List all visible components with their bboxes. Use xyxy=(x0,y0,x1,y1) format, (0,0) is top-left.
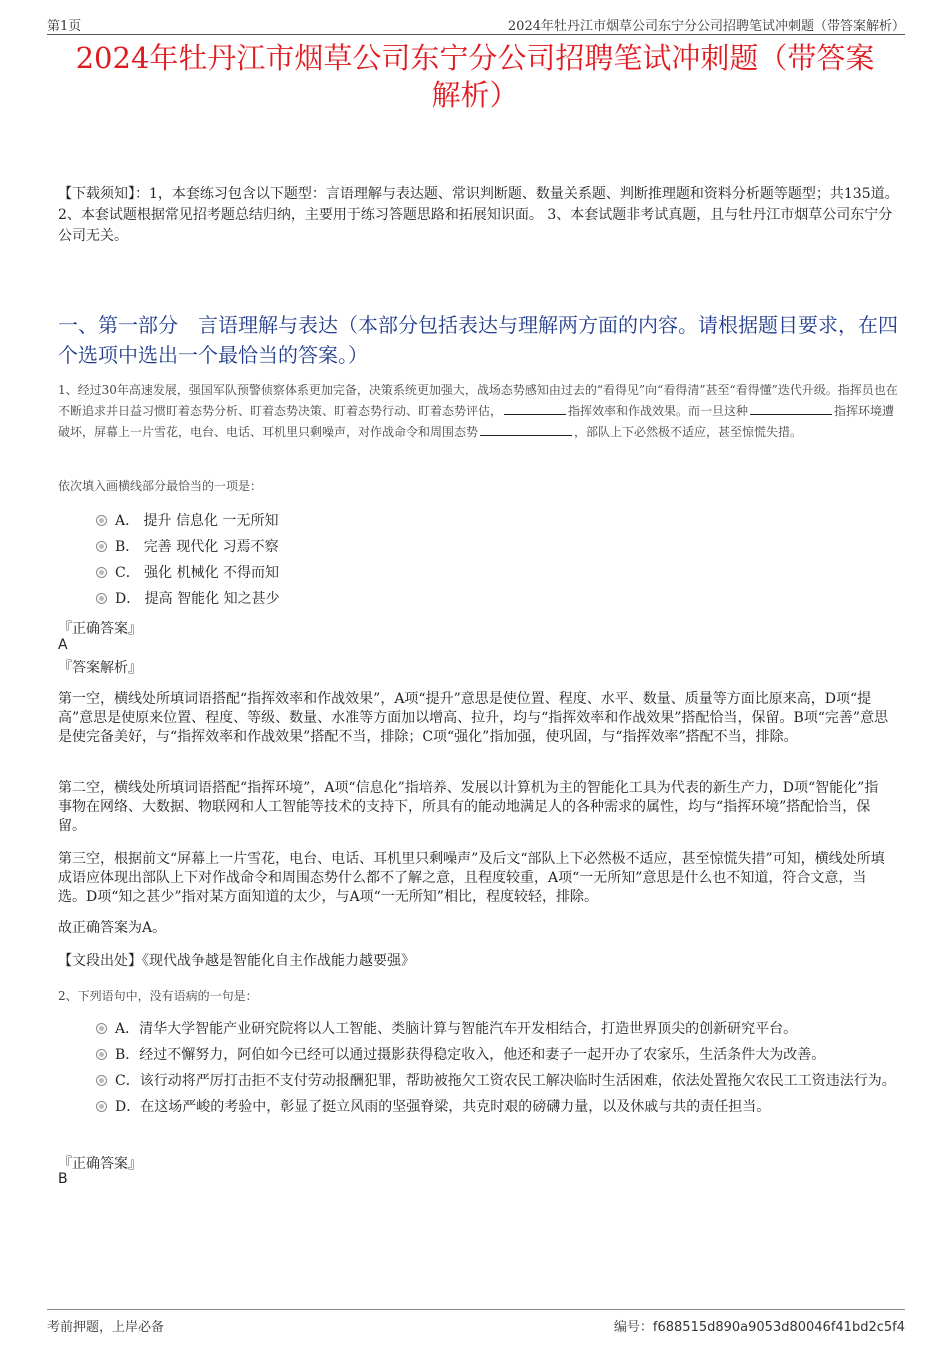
radio-icon[interactable] xyxy=(96,1023,107,1034)
q1-answer-label: 『正确答案』 xyxy=(58,621,142,637)
footer-slogan: 考前押题，上岸必备 xyxy=(47,1320,165,1335)
blank-2 xyxy=(750,402,832,415)
q1-analysis-label: 『答案解析』 xyxy=(58,660,142,676)
radio-icon[interactable] xyxy=(96,541,107,552)
option-text: C．该行动将严厉打击拒不支付劳动报酬犯罪，帮助被拖欠工资农民工解决临时生活困难，依法处置拖欠农民工工资违法行为。 xyxy=(115,1073,896,1089)
q1-answer: A xyxy=(58,637,68,653)
q1-analysis-paragraph-3: 第三空，根据前文“屏幕上一片雪花，电台、电话、耳机里只剩噪声”及后文“部队上下必然极不适应，甚至惊慌失措”可知，横线处所填成语应体现出部队上下对作战命令和周围态势什么都不了解之意，且程度较重，A项“一无所知”意思是什么也不知道，符合文意，当选。D项“知之甚少”指对某方面知道的太少，与A项“一无所知”相比，程度较轻，排除。 xyxy=(58,851,885,905)
q1-stem-part-b: 指挥效率和作战效果。而一旦这种 xyxy=(568,404,749,418)
q2-option-b[interactable] xyxy=(96,1046,902,1065)
q1-analysis-paragraph-1: 第一空，横线处所填词语搭配“指挥效率和作战效果”，A项“提升”意思是使位置、程度、水平、数量、质量等方面比原来高，D项“提高”意思是使原来位置、程度、等级、数量、水准等方面加以增高、拉升，均与“指挥效率和作战效果”搭配恰当，保留。B项“完善”意思是使完备美好，与“指挥效率和作战效果”搭配不当，排除；C项“强化”指加强，使巩固，与“指挥效率”搭配不当，排除。 xyxy=(58,691,889,745)
q1-option-c[interactable] xyxy=(96,560,280,586)
option-text: A．清华大学智能产业研究院将以人工智能、类脑计算与智能汽车开发相结合，打造世界顶尖的创新研究平台。 xyxy=(115,1021,798,1037)
q2-answer-label: 『正确答案』 xyxy=(58,1156,142,1172)
q1-analysis-paragraph-2: 第二空，横线处所填词语搭配“指挥环境”，A项“信息化”指培养、发展以计算机为主的智能化工具为代表的新生产力，D项“智能化”指事物在网络、大数据、物联网和人工智能等技术的支持下，所具有的能动地满足人的各种需求的属性，均与“指挥环境”搭配恰当，保留。 xyxy=(58,780,879,834)
question-1-stem xyxy=(58,380,902,443)
option-text: B．经过不懈努力，阿伯如今已经可以通过摄影获得稳定收入，他还和妻子一起开办了农家乐，生活条件大为改善。 xyxy=(115,1047,826,1063)
page-footer xyxy=(47,1309,905,1336)
q2-option-d[interactable] xyxy=(96,1098,902,1117)
radio-icon[interactable] xyxy=(96,1075,107,1086)
q1-option-b[interactable] xyxy=(96,534,280,560)
q1-source: 【文段出处】《现代战争越是智能化自主作战能力越要强》 xyxy=(58,953,415,969)
question-2-stem: 2、下列语句中，没有语病的一句是： xyxy=(58,989,258,1003)
radio-icon[interactable] xyxy=(96,593,107,604)
q1-option-a[interactable] xyxy=(96,508,280,534)
title-line-1: 2024年牡丹江市烟草公司东宁分公司招聘笔试冲刺题（带答案 xyxy=(75,41,875,75)
q2-option-a[interactable] xyxy=(96,1020,902,1039)
option-text: C． 强化 机械化 不得而知 xyxy=(115,565,280,581)
page-number: 第1页 xyxy=(47,19,82,34)
page-header xyxy=(47,12,905,35)
q1-stem-part-d: ，部队上下必然极不适应，甚至惊慌失措。 xyxy=(574,425,803,439)
option-text: D． 提高 智能化 知之甚少 xyxy=(115,591,280,607)
q1-stem-part-c: 指挥环境遭破坏，屏幕上一片雪花，电台、电话、耳机里只剩噪声，对作战命令和周围态势 xyxy=(58,404,895,439)
option-text: A． 提升 信息化 一无所知 xyxy=(115,513,279,529)
download-notice: 【下载须知】：1，本套练习包含以下题型：言语理解与表达题、常识判断题、数量关系题、判断推理题和资料分析题等题型；共135道。 2、本套试题根据常见招考题总结归纳，主要用于练习答题思路和拓展知识面。 3、本套试题非考试真题，且与牡丹江市烟草公司东宁分公司无关。 xyxy=(58,186,899,244)
q1-instruction: 依次填入画横线部分最恰当的一项是： xyxy=(58,479,263,493)
radio-icon[interactable] xyxy=(96,1049,107,1060)
radio-icon[interactable] xyxy=(96,567,107,578)
q2-answer: B xyxy=(58,1171,68,1187)
section-heading: 一、第一部分 言语理解与表达（本部分包括表达与理解两方面的内容。请根据题目要求，在四个选项中选出一个最恰当的答案。） xyxy=(58,313,898,367)
blank-3 xyxy=(480,423,572,436)
title-line-2: 解析） xyxy=(431,78,519,112)
document-title xyxy=(40,40,910,114)
q1-stem-part-a: 1、经过30年高速发展，强国军队预警侦察体系更加完备，决策系统更加强大，战场态势感知由过去的“看得见”向“看得清”甚至“看得懂”迭代升级。指挥员也在不断追求并日益习惯盯着态势分析、盯着态势决策、盯着态势行动、盯着态势评估， xyxy=(58,383,898,418)
q2-options xyxy=(96,1020,902,1117)
footer-code-label: 编号： xyxy=(613,1320,653,1335)
option-text: B． 完善 现代化 习焉不察 xyxy=(115,539,279,555)
footer-code xyxy=(614,1316,905,1335)
q1-option-d[interactable] xyxy=(96,586,280,612)
blank-1 xyxy=(504,402,566,415)
q2-option-c[interactable] xyxy=(86,1072,902,1091)
radio-icon[interactable] xyxy=(96,1101,107,1112)
q1-conclusion: 故正确答案为A。 xyxy=(58,920,167,936)
option-text: D．在这场严峻的考验中，彰显了挺立风雨的坚强脊梁，共克时艰的磅礴力量，以及休戚与共的责任担当。 xyxy=(115,1099,771,1115)
footer-code-value: f688515d890a9053d80046f41bd2c5f4 xyxy=(652,1320,905,1335)
header-doc-title: 2024年牡丹江市烟草公司东宁分公司招聘笔试冲刺题（带答案解析） xyxy=(507,19,905,34)
radio-icon[interactable] xyxy=(96,515,107,526)
q1-options xyxy=(96,508,280,612)
